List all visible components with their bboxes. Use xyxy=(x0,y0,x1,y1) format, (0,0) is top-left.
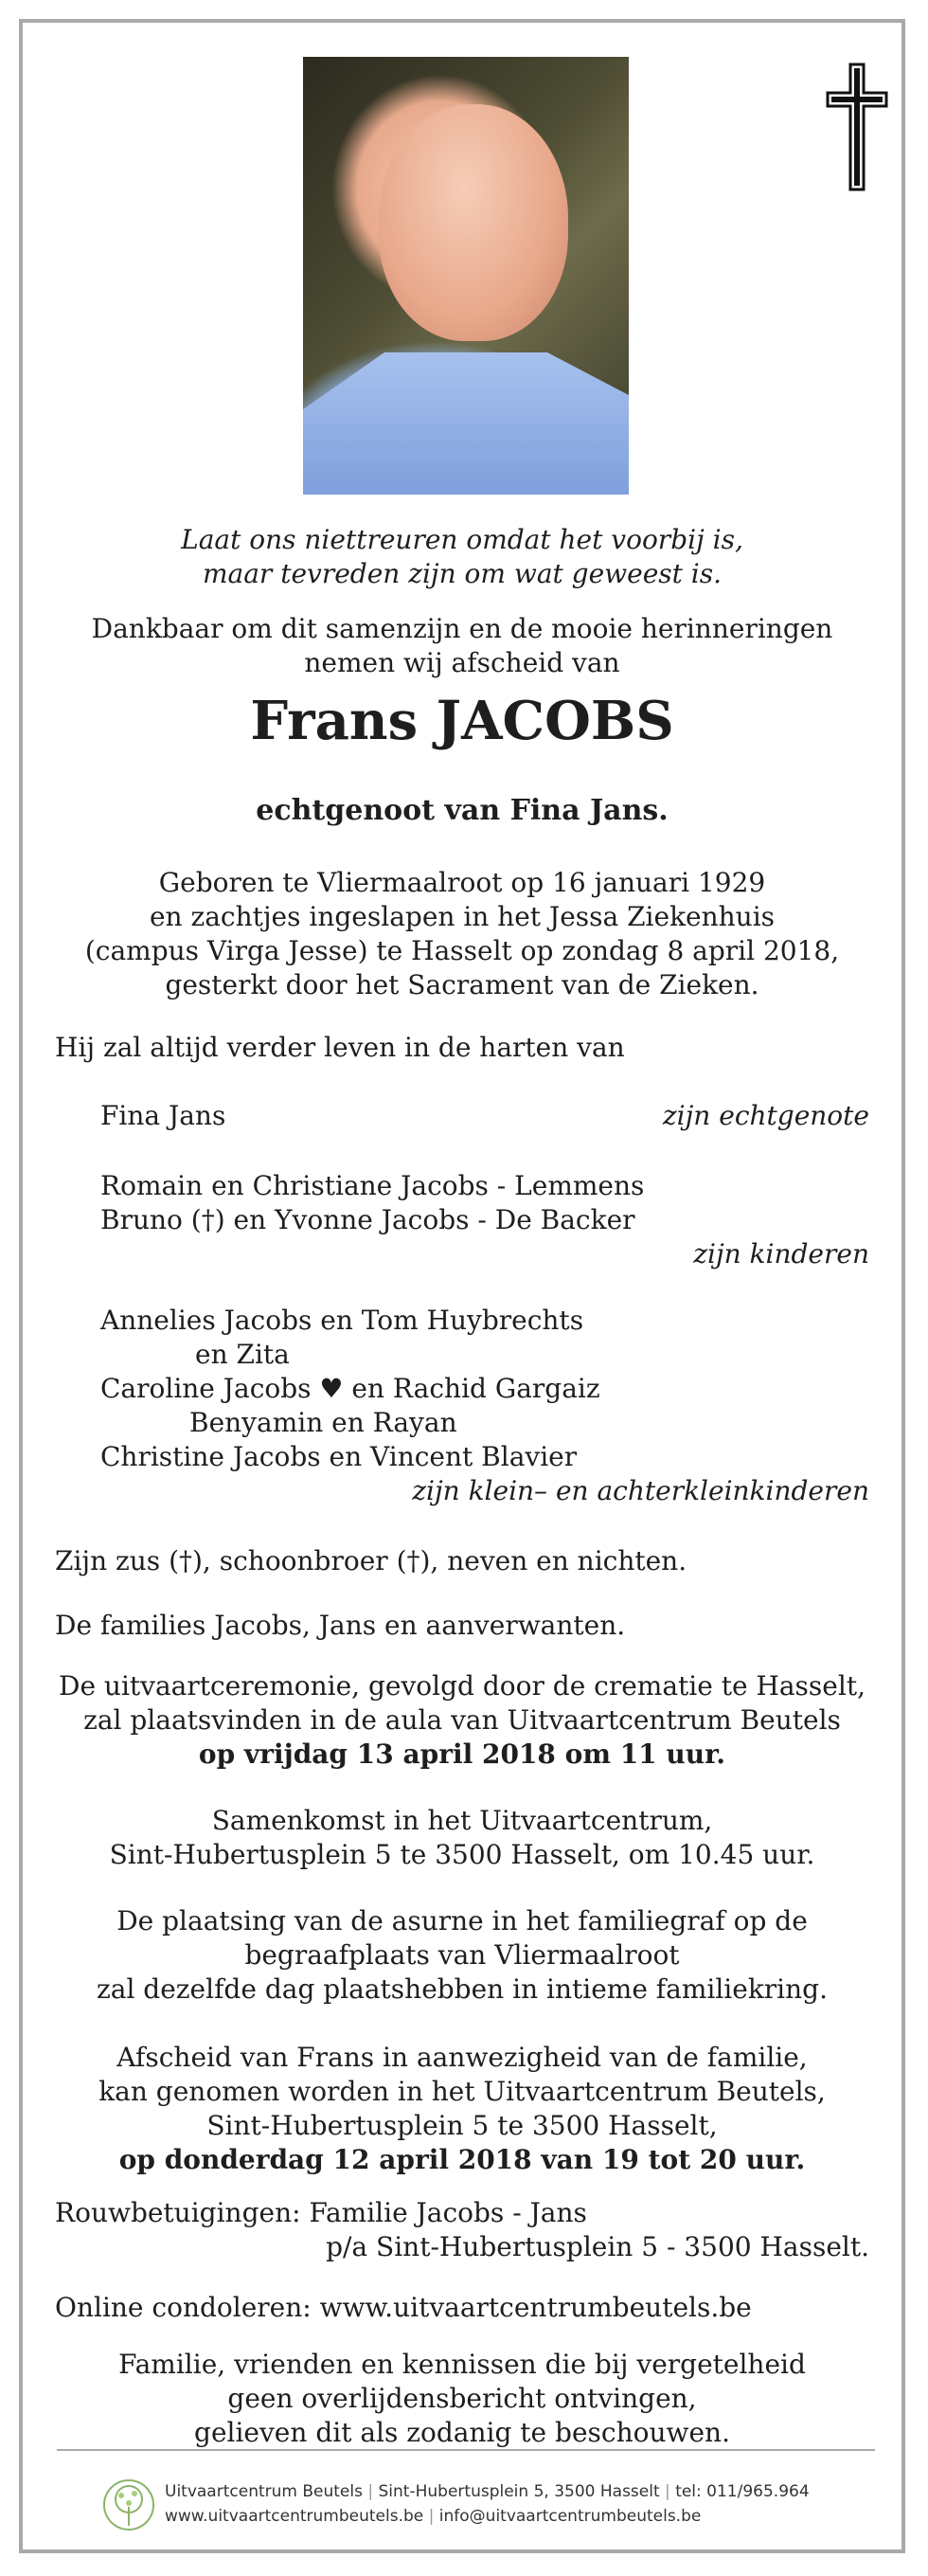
quote-line: maar tevreden zijn om wat geweest is. xyxy=(202,558,723,589)
gathering-line: Sint-Hubertusplein 5 te 3500 Hasselt, om 10.45 uur. xyxy=(109,1839,815,1870)
footer-website[interactable]: www.uitvaartcentrumbeutels.be xyxy=(165,2507,424,2526)
footer-line-1: Uitvaartcentrum Beutels | Sint-Hubertusplein 5, 3500 Hasselt | tel: 011/965.964 xyxy=(165,2482,810,2501)
condolences-line: Rouwbetuigingen: Familie Jacobs - Jans xyxy=(55,2197,587,2228)
gathering-line: Samenkomst in het Uitvaartcentrum, xyxy=(211,1805,713,1836)
footer-divider xyxy=(57,2449,875,2451)
footer-address: Sint-Hubertusplein 5, 3500 Hasselt xyxy=(378,2482,660,2501)
condolences-address: p/a Sint-Hubertusplein 5 - 3500 Hasselt. xyxy=(326,2231,869,2262)
intro-line: nemen wij afscheid van xyxy=(304,647,620,678)
farewell-line: Afscheid van Frans in aanwezigheid van de familie, xyxy=(116,2042,808,2073)
ceremony-line: De uitvaartceremonie, gevolgd door de crematie te Hasselt, xyxy=(59,1670,866,1702)
children-line: Bruno (†) en Yvonne Jacobs - De Backer xyxy=(100,1204,635,1235)
birth-line: Geboren te Vliermaalroot op 16 januari 1929 xyxy=(158,867,766,898)
grandchildren-line: Benyamin en Rayan xyxy=(189,1407,457,1438)
grandchildren-line: Annelies Jacobs en Tom Huybrechts xyxy=(100,1305,584,1336)
deceased-name: Frans JACOBS xyxy=(250,690,674,752)
obituary-card xyxy=(19,19,905,2553)
quote-line: Laat ons niettreuren omdat het voorbij is, xyxy=(181,524,743,555)
farewell-line: Sint-Hubertusplein 5 te 3500 Hasselt, xyxy=(206,2110,718,2141)
footer-email[interactable]: info@uitvaartcentrumbeutels.be xyxy=(438,2507,702,2526)
urn-line: zal dezelfde dag plaatshebben in intieme familiekring. xyxy=(97,1973,828,2005)
families-line: De families Jacobs, Jans en aanverwanten. xyxy=(55,1610,626,1641)
hearts-intro: Hij zal altijd verder leven in de harten van xyxy=(55,1032,625,1063)
closing-line: gelieven dit als zodanig te beschouwen. xyxy=(194,2417,730,2448)
spouse-line: echtgenoot van Fina Jans. xyxy=(256,794,669,827)
tree-logo-icon xyxy=(102,2478,155,2531)
birth-line: gesterkt door het Sacrament van de Zieken. xyxy=(165,969,759,1000)
farewell-date: op donderdag 12 april 2018 van 19 tot 20 uur. xyxy=(118,2144,806,2175)
cross-icon xyxy=(824,61,890,193)
grandchildren-line: Caroline Jacobs ♥ en Rachid Gargaiz xyxy=(100,1373,600,1404)
wife-role: zijn echtgenote xyxy=(662,1100,869,1131)
footer-tel: tel: 011/965.964 xyxy=(675,2482,810,2501)
online-condolences: Online condoleren: www.uitvaartcentrumbeutels.be xyxy=(55,2292,752,2323)
wife-name: Fina Jans xyxy=(100,1100,226,1131)
ceremony-date: op vrijdag 13 april 2018 om 11 uur. xyxy=(198,1738,726,1770)
grandchildren-line: en Zita xyxy=(195,1339,290,1370)
children-role: zijn kinderen xyxy=(693,1238,869,1270)
ceremony-line: zal plaatsvinden in de aula van Uitvaartcentrum Beutels xyxy=(83,1704,841,1736)
grandchildren-role: zijn klein– en achterkleinkinderen xyxy=(412,1475,869,1506)
birth-line: en zachtjes ingeslapen in het Jessa Ziekenhuis xyxy=(149,901,776,932)
farewell-line: kan genomen worden in het Uitvaartcentrum Beutels, xyxy=(98,2076,826,2107)
urn-line: begraafplaats van Vliermaalroot xyxy=(244,1939,680,1971)
footer-line-2: www.uitvaartcentrumbeutels.be | info@uitvaartcentrumbeutels.be xyxy=(165,2507,702,2526)
grandchildren-line: Christine Jacobs en Vincent Blavier xyxy=(100,1441,578,1472)
footer-company: Uitvaartcentrum Beutels xyxy=(165,2482,363,2501)
children-line: Romain en Christiane Jacobs - Lemmens xyxy=(100,1170,645,1201)
closing-line: geen overlijdensbericht ontvingen, xyxy=(227,2383,697,2414)
birth-line: (campus Virga Jesse) te Hasselt op zondag 8 april 2018, xyxy=(84,935,840,966)
intro-line: Dankbaar om dit samenzijn en de mooie herinneringen xyxy=(91,613,833,644)
urn-line: De plaatsing van de asurne in het familiegraf op de xyxy=(116,1905,808,1937)
closing-line: Familie, vrienden en kennissen die bij vergetelheid xyxy=(118,2349,806,2380)
siblings-line: Zijn zus (†), schoonbroer (†), neven en nichten. xyxy=(55,1545,687,1576)
portrait-photo xyxy=(303,57,629,495)
